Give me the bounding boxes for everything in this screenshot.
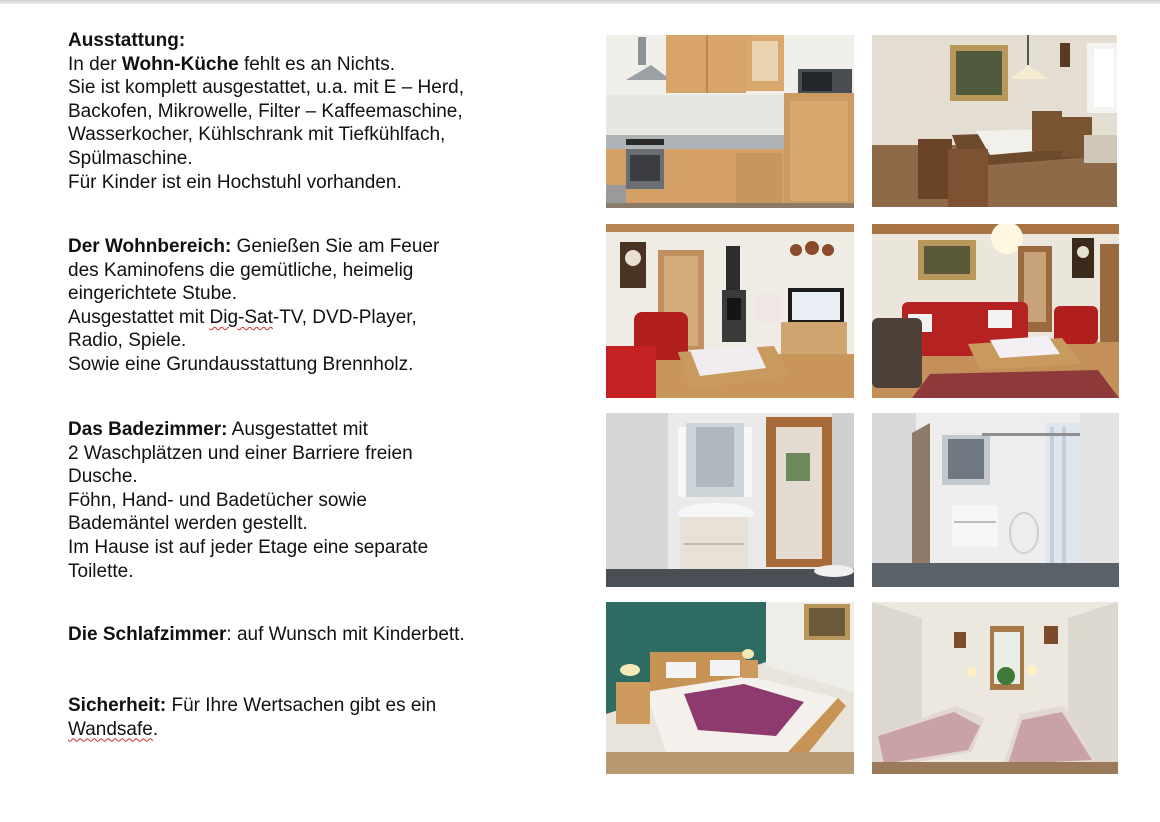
bathroom-sink-photo — [606, 413, 854, 587]
dining-photo — [872, 35, 1117, 207]
text-line: Wandsafe. — [68, 718, 159, 740]
section-heading: Sicherheit: — [68, 695, 167, 716]
section-sicherheit — [68, 694, 568, 741]
text-line: Wasserkocher, Kühlschrank mit Tiefkühlfach, — [68, 124, 446, 146]
bathroom-shower-photo — [872, 413, 1119, 587]
text-line: Im Hause ist auf jeder Etage eine separate — [68, 536, 429, 558]
section-badezimmer — [68, 418, 568, 583]
text-line: Bademäntel werden gestellt. — [68, 513, 308, 535]
text-line: Der Wohnbereich: Genießen Sie am Feuer — [68, 236, 440, 257]
text-line: Sie ist komplett ausgestattet, u.a. mit E – Herd, — [68, 77, 465, 99]
kitchen-photo — [606, 35, 854, 208]
text-line: Das Badezimmer: Ausgestattet mit — [68, 419, 368, 440]
bedroom-twin-photo — [872, 602, 1118, 774]
section-wohnbereich — [68, 235, 568, 377]
text-line: Sicherheit: Für Ihre Wertsachen gibt es ein — [68, 695, 437, 716]
section-heading: Ausstattung: — [68, 30, 186, 51]
section-schlafzimmer — [68, 623, 568, 647]
text-line: 2 Waschplätzen und einer Barriere freien — [68, 442, 413, 464]
text-line: des Kaminofens die gemütliche, heimelig — [68, 259, 414, 281]
spellcheck-marked-word: Dig-Sat — [209, 306, 273, 328]
section-heading: Die Schlafzimmer — [68, 624, 227, 645]
section-heading: Der Wohnbereich: — [68, 236, 232, 257]
text-line: Die Schlafzimmer: auf Wunsch mit Kinderbett. — [68, 624, 465, 645]
text-line: Sowie eine Grundausstattung Brennholz. — [68, 353, 414, 375]
spellcheck-marked-word: Wandsafe — [68, 718, 153, 740]
section-heading: Das Badezimmer: — [68, 419, 228, 440]
text-line: Radio, Spiele. — [68, 330, 187, 352]
text-line: Toilette. — [68, 560, 134, 582]
text-line: eingerichtete Stube. — [68, 283, 238, 305]
text-line: In der Wohn-Küche fehlt es an Nichts. — [68, 53, 395, 75]
text-line: Föhn, Hand- und Badetücher sowie — [68, 489, 367, 511]
living-sofa-photo — [872, 224, 1119, 398]
text-line: Spülmaschine. — [68, 147, 193, 169]
section-ausstattung — [68, 29, 568, 194]
text-line: Dusche. — [68, 466, 138, 488]
living-stove-photo — [606, 224, 854, 398]
window-top-edge — [0, 0, 1160, 4]
bedroom-double-photo — [606, 602, 854, 774]
text-line: Backofen, Mikrowelle, Filter – Kaffeemaschine, — [68, 100, 463, 122]
text-line: Für Kinder ist ein Hochstuhl vorhanden. — [68, 171, 402, 193]
text-line: Ausgestattet mit Dig-Sat-TV, DVD-Player, — [68, 306, 417, 328]
